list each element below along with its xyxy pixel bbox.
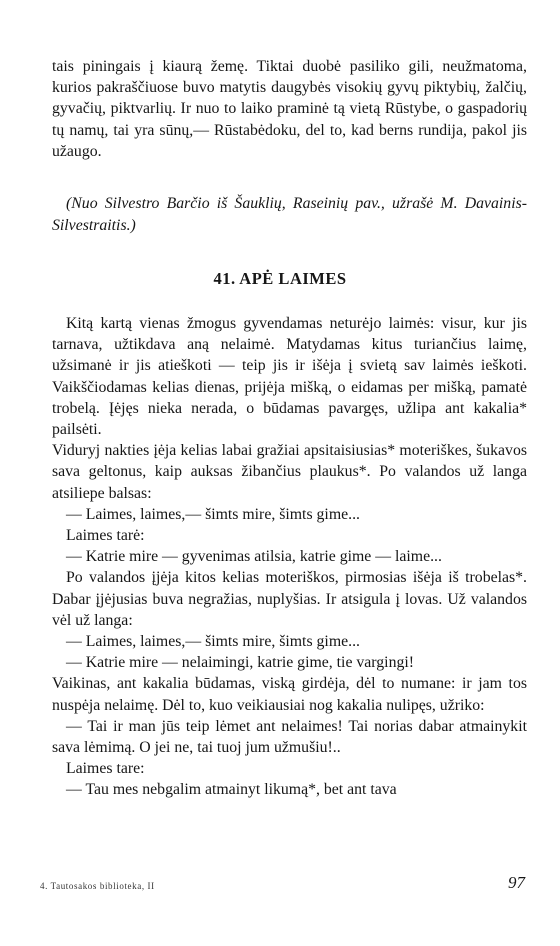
page-number: 97 <box>508 873 525 892</box>
tale-paragraph: Viduryj nakties įėja kelias labai gražiai apsitaisiusias* moteriškes, šukavos sava geltonus, kaip auksas žibančius plaukus*. Po valandos už langa atsiliepe balsas: <box>52 442 527 502</box>
tale-paragraph: — Katrie mire — gyvenimas atilsia, katrie gime — laime... <box>66 548 442 566</box>
tale-paragraph: Laimes tarė: <box>66 527 145 545</box>
source-note: (Nuo Silvestro Barčio iš Šauklių, Raseinių pav., užrašė M. Davainis-Silvestraitis.) <box>52 195 527 234</box>
series-footer: 4. Tautosakos biblioteka, II <box>40 881 155 891</box>
tale-paragraph: — Laimes, laimes,— šimts mire, šimts gime... <box>66 633 360 651</box>
tale-paragraph: — Laimes, laimes,— šimts mire, šimts gime... <box>66 505 360 523</box>
opening-text <box>52 56 527 162</box>
tale-paragraph: Laimes tare: <box>66 760 145 778</box>
tale-paragraph: Po valandos įjėja kitos kelias moteriškos, pirmosias išėja iš trobelas*. Dabar įjėjusias buva negražias, nuplyšias. Ir atsigula į lovas. Už valandos vėl už langa: <box>52 569 527 629</box>
tale-paragraph: — Tau mes nebgalim atmainyt likumą*, bet ant tava <box>66 781 397 799</box>
tale-paragraph: Kitą kartą vienas žmogus gyvendamas neturėjo laimės: visur, kur jis tarnava, užtikdava aną nelaimė. Matydamas kitus turiančius laimę, užsimanė ir jis atieškoti — teip jis ir išėja į svietą sav laimės ieškoti. Vaikščiodamas kelias dienas, prijėja mišką, o eidamas per mišką, pamatė trobelą. Įėjęs nieka nerada, o būdamas pavargęs, užlipa ant kakalia* pailsėti. <box>52 315 527 439</box>
tale-paragraph: — Tai ir man jūs teip lėmet ant nelaimes! Tai norias dabar atmainykit sava lėmimą. O jei ne, tai tuoj jum užmušiu!.. <box>52 717 527 757</box>
tale-body <box>52 313 527 801</box>
tale-paragraph: — Katrie mire — nelaimingi, katrie gime, tie vargingi! <box>66 654 415 672</box>
tale-heading: 41. APĖ LAIMES <box>213 269 347 288</box>
opening-paragraph: tais piningais į kiaurą žemę. Tiktai duobė pasiliko gili, neužmatoma, kurios pakraščiuose buvo matytis daugybės visokių gyvų piktybių, žalčių, gyvačių, piktvarlių. Ir nuo to laiko praminė tą vietą Rūstybe, o gaspadorių tų namų, tai yra sūnų,— Rūstabėdoku, del to, kad berns rundija, pakol jis užaugo. <box>52 58 527 160</box>
tale-paragraph: Vaikinas, ant kakalia būdamas, viską girdėja, dėl to numane: ir jam tos nuspėja nelaimę. Dėl to, kuo veikiausiai nog kakalia nulipęs, užriko: <box>52 675 527 714</box>
